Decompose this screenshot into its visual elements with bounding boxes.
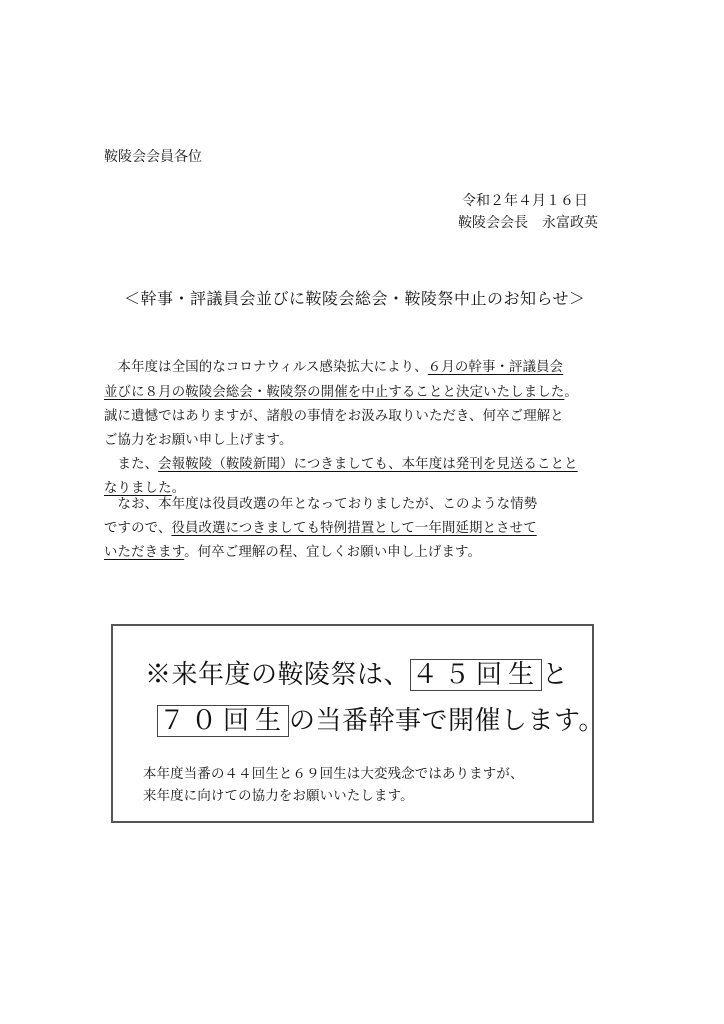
addressee: 鞍陵会会員各位 bbox=[104, 149, 202, 165]
notice-box bbox=[111, 624, 605, 823]
page-title: ＜幹事・評議員会並びに鞍陵会総会・鞍陵祭中止のお知らせ＞ bbox=[124, 289, 586, 308]
body-line bbox=[104, 541, 481, 560]
underlined-text: なりました bbox=[104, 481, 172, 496]
body-text-segment: 。 bbox=[171, 481, 186, 496]
notice-text: の当番幹事で開催します。 bbox=[289, 706, 605, 736]
body-text-segment: また、 bbox=[104, 457, 159, 472]
notice-headline-1 bbox=[145, 654, 569, 691]
body-line bbox=[104, 453, 578, 472]
body-line bbox=[104, 517, 537, 536]
underlined-text: 会報鞍陵（鞍陵新聞）につきましても、本年度は発刊を見送ることと bbox=[158, 457, 578, 472]
notice-text: と bbox=[542, 660, 569, 690]
notice-detail-line: 本年度当番の４４回生と６９回生は大変残念ではありますが、 bbox=[143, 767, 524, 782]
notice-detail-line: 来年度に向けての協力をお願いいたします。 bbox=[143, 789, 414, 804]
body-text-segment: 本年度は全国的なコロナウィルス感染拡大により、 bbox=[104, 360, 428, 375]
underlined-text: 役員改選につきましても特例措置として一年間延期とさせて bbox=[171, 521, 537, 536]
body-text-segment: 。 bbox=[564, 385, 578, 400]
date: 令和２年４月１６日 bbox=[462, 193, 588, 209]
notice-headline-2 bbox=[157, 700, 605, 737]
notice-text: ※来年度の鞍陵祭は、 bbox=[145, 660, 411, 690]
body-line bbox=[104, 356, 563, 375]
body-line bbox=[104, 381, 578, 400]
body-line: ご協力をお願い申し上げます。 bbox=[104, 433, 293, 448]
body-line: なお、本年度は役員改選の年となっておりましたが、このような情勢 bbox=[104, 497, 538, 512]
body-text-segment: ですので、 bbox=[104, 521, 172, 536]
underlined-text: ６月の幹事・評議員会 bbox=[427, 360, 564, 375]
boxed-class-70: ７０回生 bbox=[159, 706, 288, 736]
body-text-segment: 。何卒ご理解の程、宜しくお願い申し上げます。 bbox=[184, 545, 481, 560]
underlined-text: いただきます bbox=[104, 545, 185, 560]
boxed-class-45: ４５回生 bbox=[412, 660, 541, 690]
body-line: 誠に遺憾ではありますが、諸般の事情をお汲み取りいただき、何卒ご理解と bbox=[104, 409, 564, 424]
signer: 鞍陵会会長 永富政英 bbox=[458, 215, 598, 231]
underlined-text: 並びに８月の鞍陵会総会・鞍陵祭の開催を中止することと決定いたしました bbox=[104, 385, 565, 400]
